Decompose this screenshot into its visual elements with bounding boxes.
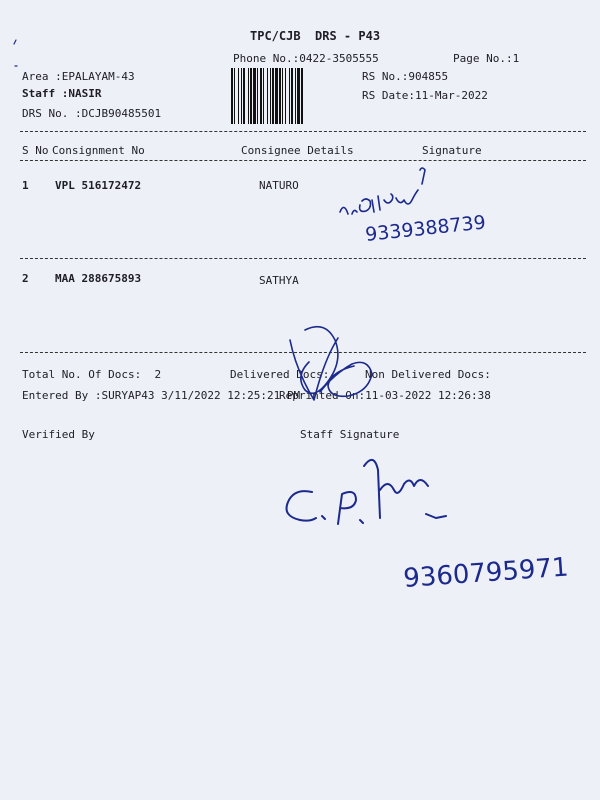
column-header-consignee: Consignee Details	[241, 144, 354, 157]
footer-signature	[290, 327, 372, 400]
row-2-consignment: MAA 288675893	[55, 272, 142, 285]
phone-number: Phone No.:0422-3505555	[233, 52, 379, 65]
staff-signature	[287, 460, 447, 524]
row-1-sno: 1	[22, 179, 29, 192]
row-1-phone-handwritten: 9339388739	[364, 211, 487, 246]
non-delivered-docs: Non Delivered Docs:	[365, 368, 491, 381]
area-field: Area :EPALAYAM-43	[22, 70, 135, 83]
staff-signature-label: Staff Signature	[300, 428, 400, 441]
verified-by: Verified By	[22, 428, 95, 441]
row-2-consignee: SATHYA	[259, 274, 299, 287]
reprinted-on: Reprinted On:11-03-2022 12:26:38	[279, 389, 491, 402]
document-title: TPC/CJB DRS - P43	[250, 29, 381, 43]
row-1-signature	[340, 168, 425, 214]
column-header-signature: Signature	[422, 144, 482, 157]
stray-mark	[14, 40, 17, 66]
rs-number: RS No.:904855	[362, 70, 449, 83]
rs-date: RS Date:11-Mar-2022	[362, 89, 488, 102]
delivered-docs: Delivered Docs:	[230, 368, 330, 381]
entered-by: Entered By :SURYAP43 3/11/2022 12:25:21 PM	[22, 389, 301, 402]
row-2-sno: 2	[22, 272, 29, 285]
row-1-consignee: NATURO	[259, 179, 299, 192]
drs-number: DRS No. :DCJB90485501	[22, 107, 162, 120]
column-header-sno: S No	[22, 144, 49, 157]
row-1-consignment: VPL 516172472	[55, 179, 142, 192]
staff-field: Staff :NASIR	[22, 87, 102, 100]
total-docs: Total No. Of Docs: 2	[22, 368, 162, 381]
page-number: Page No.:1	[453, 52, 520, 65]
footer-phone-handwritten: 9360795971	[402, 552, 570, 594]
column-header-consignment: Consignment No	[52, 144, 145, 157]
